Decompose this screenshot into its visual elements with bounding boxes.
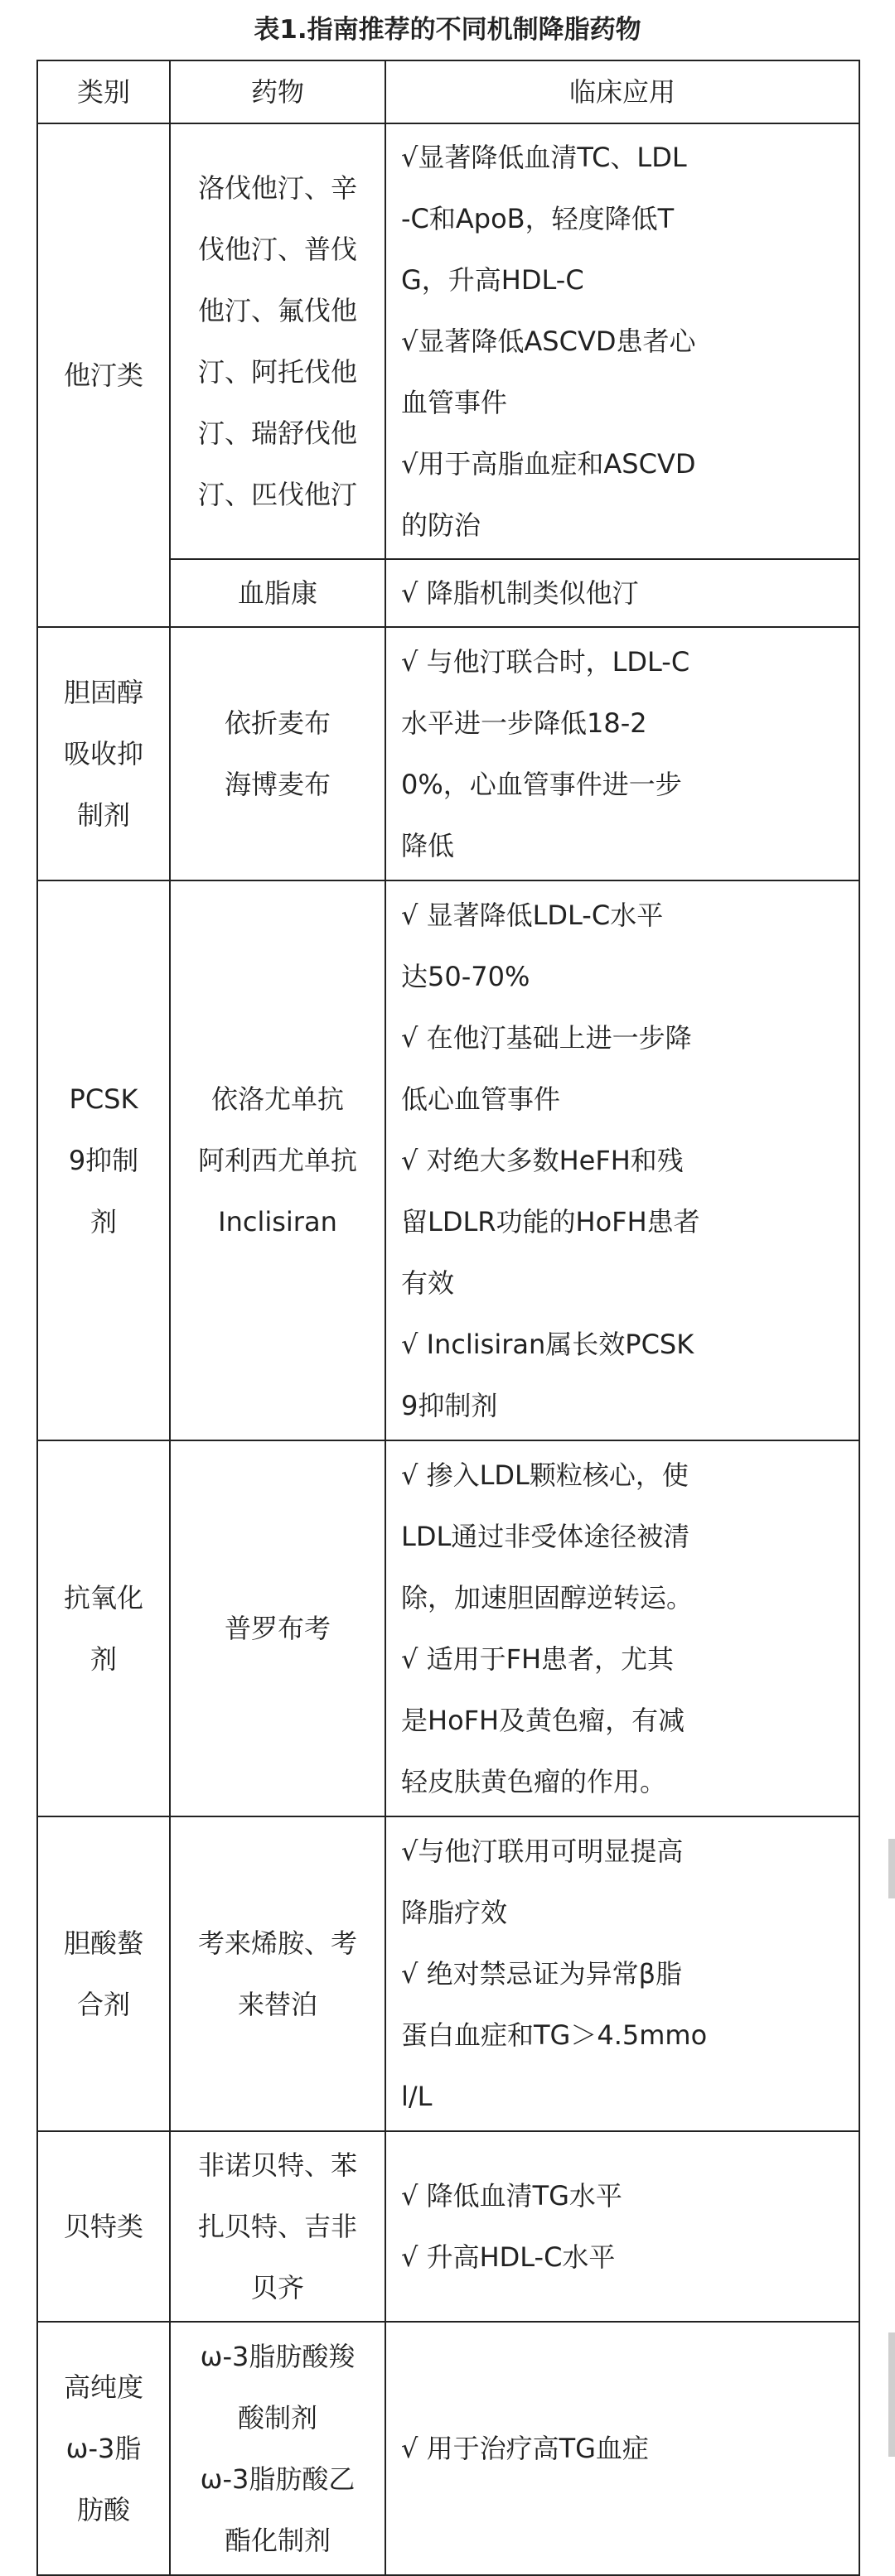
drug-cell-line: 酸制剂 xyxy=(237,2402,317,2434)
category-cell-line: 高纯度 xyxy=(63,2371,143,2403)
drug-cell-line: 汀、阿托伐他 xyxy=(197,356,357,388)
drug-cell-line: 贝齐 xyxy=(250,2272,304,2303)
application-cell-line: √显著降低血清TC、LDL xyxy=(401,142,687,173)
category-cell-line: 胆固醇 xyxy=(63,677,143,708)
application-cell-line: √ 掺入LDL颗粒核心，使 xyxy=(401,1459,689,1491)
application-cell-line: 0%，心血管事件进一步 xyxy=(401,769,682,800)
application-cell-line: 降脂疗效 xyxy=(401,1897,508,1928)
drug-cell xyxy=(170,1440,385,1816)
category-cell-line: ω-3脂 xyxy=(65,2433,142,2464)
application-cell xyxy=(385,1440,859,1816)
application-cell-line: √ 降脂机制类似他汀 xyxy=(401,577,639,609)
application-cell xyxy=(385,880,859,1440)
application-cell-line: √显著降低ASCVD患者心 xyxy=(401,326,696,357)
drug-cell xyxy=(170,2322,385,2575)
application-cell-line: 9抑制剂 xyxy=(401,1390,498,1421)
application-cell-line: 水平进一步降低18-2 xyxy=(401,707,647,739)
application-cell-line: 是HoFH及黄色瘤，有减 xyxy=(401,1705,685,1736)
drug-cell-line: 血脂康 xyxy=(237,577,317,609)
scroll-edge-marker xyxy=(888,2332,895,2457)
application-cell-line: √与他汀联用可明显提高 xyxy=(401,1836,684,1867)
application-cell-line: 的防治 xyxy=(401,509,481,541)
category-cell-line: 吸收抑 xyxy=(63,738,143,769)
drug-cell-line: 依洛尤单抗 xyxy=(210,1083,344,1115)
header-application: 临床应用 xyxy=(385,60,859,123)
drug-cell-line: 酯化制剂 xyxy=(224,2525,331,2556)
category-cell-line: PCSK xyxy=(69,1083,138,1115)
category-cell-line: 9抑制 xyxy=(68,1145,139,1176)
category-cell xyxy=(37,123,170,627)
table-row xyxy=(37,627,859,880)
lipid-drug-table xyxy=(36,60,860,2576)
application-cell xyxy=(385,627,859,880)
drug-cell-line: 伐他汀、普伐 xyxy=(197,234,357,265)
application-cell-line: √ 对绝大多数HeFH和残 xyxy=(401,1145,684,1176)
application-cell-line: √ Inclisiran属长效PCSK xyxy=(401,1329,694,1360)
category-cell xyxy=(37,627,170,880)
application-cell-line: 血管事件 xyxy=(401,387,508,418)
drug-cell-line: 普罗布考 xyxy=(224,1613,331,1644)
application-cell xyxy=(385,2131,859,2322)
category-cell xyxy=(37,2322,170,2575)
drug-cell-line: ω-3脂肪酸乙 xyxy=(200,2463,356,2495)
category-cell-line: 剂 xyxy=(90,1206,117,1237)
drug-cell-line: 非诺贝特、苯 xyxy=(197,2149,357,2181)
category-cell xyxy=(37,1440,170,1816)
application-cell-line: √ 降低血清TG水平 xyxy=(401,2180,622,2212)
application-cell xyxy=(385,559,859,627)
application-cell xyxy=(385,1816,859,2131)
category-cell-line: 剂 xyxy=(90,1643,117,1675)
category-cell xyxy=(37,880,170,1440)
category-cell-line: 合剂 xyxy=(76,1989,130,2020)
application-cell-line: √ 升高HDL-C水平 xyxy=(401,2241,616,2273)
application-cell-line: √ 显著降低LDL-C水平 xyxy=(401,900,664,931)
application-cell xyxy=(385,123,859,559)
application-cell-line: 低心血管事件 xyxy=(401,1083,561,1115)
drug-cell xyxy=(170,880,385,1440)
table-row xyxy=(37,1816,859,2131)
drug-cell-line: 他汀、氟伐他 xyxy=(197,295,357,326)
table-row xyxy=(37,2322,859,2575)
application-cell-line: 轻皮肤黄色瘤的作用。 xyxy=(401,1766,667,1797)
drug-cell-line: 汀、匹伐他汀 xyxy=(197,479,357,510)
category-cell-line: 肪酸 xyxy=(76,2494,130,2525)
application-cell-line: LDL通过非受体途径被清 xyxy=(401,1521,690,1552)
category-cell-line: 他汀类 xyxy=(63,359,143,391)
drug-cell-line: ω-3脂肪酸羧 xyxy=(200,2341,356,2372)
drug-cell xyxy=(170,2131,385,2322)
drug-cell-line: 考来烯胺、考 xyxy=(197,1927,357,1959)
category-cell xyxy=(37,1816,170,2131)
drug-cell-line: 来替泊 xyxy=(237,1989,317,2020)
category-cell-line: 抗氧化 xyxy=(63,1582,143,1614)
drug-cell-line: 汀、瑞舒伐他 xyxy=(197,417,357,449)
table-title: 表1.指南推荐的不同机制降脂药物 xyxy=(254,15,641,45)
application-cell-line: √ 绝对禁忌证为异常β脂 xyxy=(401,1958,682,1990)
table-row xyxy=(37,1440,859,1816)
table-header-row xyxy=(37,60,859,123)
application-cell-line: 有效 xyxy=(401,1267,455,1299)
drug-cell xyxy=(170,123,385,559)
application-cell-line: √ 用于治疗高TG血症 xyxy=(401,2433,649,2464)
category-cell-line: 贝特类 xyxy=(63,2211,143,2242)
drug-cell-line: 阿利西尤单抗 xyxy=(197,1145,357,1176)
header-category: 类别 xyxy=(37,60,170,123)
category-cell xyxy=(37,2131,170,2322)
application-cell-line: √ 适用于FH患者，尤其 xyxy=(401,1643,675,1675)
drug-cell-line: 海博麦布 xyxy=(224,769,331,800)
application-cell-line: 留LDLR功能的HoFH患者 xyxy=(401,1206,700,1237)
drug-cell-line: 扎贝特、吉非 xyxy=(197,2211,357,2242)
application-cell-line: 达50-70% xyxy=(401,961,530,992)
application-cell-line: √ 在他汀基础上进一步降 xyxy=(401,1022,692,1054)
drug-cell-line: Inclisiran xyxy=(218,1206,337,1237)
application-cell xyxy=(385,2322,859,2575)
scroll-edge-marker xyxy=(888,1839,895,1898)
table-row xyxy=(37,2131,859,2322)
application-cell-line: -C和ApoB，轻度降低T xyxy=(401,203,675,234)
category-cell-line: 制剂 xyxy=(76,799,130,831)
drug-cell xyxy=(170,1816,385,2131)
application-cell-line: √ 与他汀联合时，LDL-C xyxy=(401,646,690,678)
table-row xyxy=(37,123,859,559)
application-cell-line: l/L xyxy=(401,2081,433,2112)
application-cell-line: 除，加速胆固醇逆转运。 xyxy=(401,1582,694,1614)
application-cell-line: G，升高HDL-C xyxy=(401,264,584,296)
drug-cell xyxy=(170,627,385,880)
application-cell-line: 蛋白血症和TG＞4.5mmo xyxy=(401,2019,708,2051)
table-row xyxy=(37,880,859,1440)
application-cell-line: √用于高脂血症和ASCVD xyxy=(401,448,696,480)
header-drug: 药物 xyxy=(170,60,385,123)
drug-cell xyxy=(170,559,385,627)
drug-cell-line: 依折麦布 xyxy=(224,707,331,739)
application-cell-line: 降低 xyxy=(401,830,455,861)
category-cell-line: 胆酸螯 xyxy=(63,1927,143,1959)
drug-cell-line: 洛伐他汀、辛 xyxy=(197,172,357,204)
